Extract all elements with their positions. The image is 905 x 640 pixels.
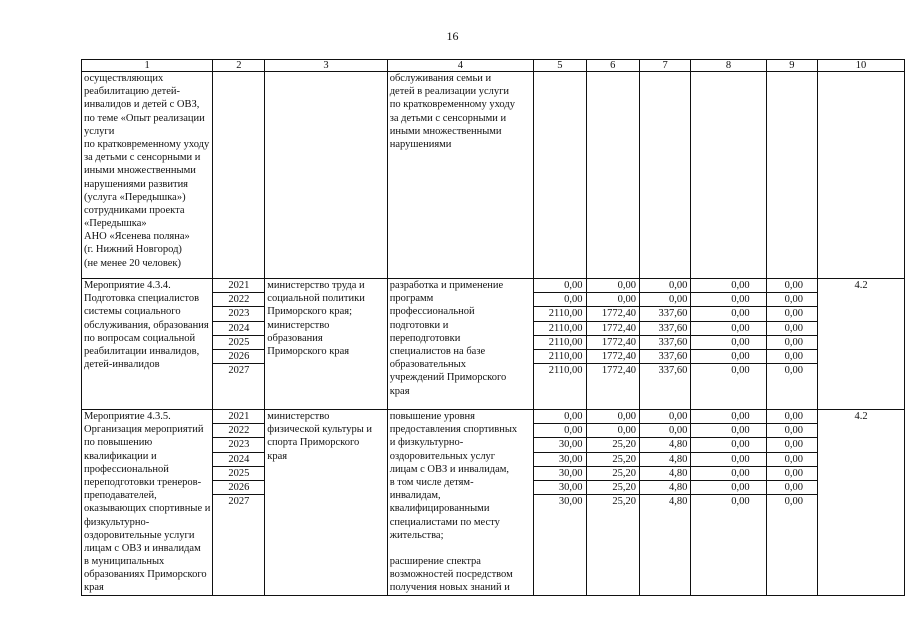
- federal-budget-value: 4,80: [640, 453, 690, 467]
- responsible-executor-line: социальной политики: [267, 293, 365, 305]
- activity-name-line: услуги: [84, 125, 115, 137]
- federal-budget-value: 0,00: [640, 279, 690, 293]
- local-budget-value: 0,00: [731, 496, 750, 508]
- other-sources-value: 0,00: [767, 350, 817, 364]
- regional-budget: [586, 410, 639, 596]
- other-sources-value: 0,00: [767, 293, 817, 307]
- activity-name-line: Подготовка специалистов: [84, 293, 200, 305]
- year-value: 2023: [213, 307, 264, 321]
- column-header: 3: [265, 60, 387, 72]
- responsible-executor-line: Приморского края: [267, 345, 350, 357]
- responsible-executor: [265, 410, 387, 596]
- federal-budget: [640, 279, 691, 410]
- page-number: 16: [446, 29, 459, 43]
- header-row: [82, 60, 905, 72]
- expected-result-line: детей в реализации услуги: [389, 86, 510, 98]
- activity-name-line: детей-инвалидов: [84, 359, 160, 371]
- year-value: 2026: [213, 350, 264, 364]
- total-amount-value: 2110,00: [548, 365, 583, 377]
- total-amount-value: 2110,00: [534, 322, 585, 336]
- other-sources-value: 0,00: [767, 467, 817, 481]
- expected-result-line: возможностей посредством: [389, 569, 513, 581]
- expected-result-line: и физкультурно-: [389, 437, 464, 449]
- federal-budget-value: 4,80: [640, 467, 690, 481]
- activity-name-line: системы социального: [84, 306, 181, 318]
- total-amount-value: 30,00: [558, 496, 583, 508]
- expected-result-line: профессиональной: [389, 306, 475, 318]
- activity-name-line: оздоровительные услуги: [84, 529, 195, 541]
- other-sources-value: 0,00: [767, 410, 817, 424]
- expected-result-line: учреждений Приморского: [389, 372, 507, 384]
- activity-name-line: (услуга «Передышка»): [84, 191, 186, 203]
- activity-name-line: по кратковременному уходу: [84, 138, 210, 150]
- activity-name-line: иными множественными: [84, 165, 196, 177]
- indicator-link: 4.2: [818, 410, 905, 596]
- program-table: [81, 59, 905, 596]
- activity-name-line: инвалидов и детей с ОВЗ,: [84, 99, 200, 111]
- federal-budget: [640, 72, 691, 279]
- expected-result-line: инвалидам,: [389, 490, 441, 502]
- federal-budget-value: 337,60: [640, 307, 690, 321]
- year-value: 2027: [228, 496, 250, 508]
- expected-result-line: получения новых знаний и: [389, 582, 510, 594]
- expected-result-line: квалифицированными: [389, 503, 490, 515]
- regional-budget-value: 25,20: [612, 496, 636, 508]
- regional-budget-value: 1772,40: [587, 350, 639, 364]
- local-budget-value: 0,00: [691, 424, 765, 438]
- year-value: 2024: [213, 453, 264, 467]
- activity-name-line: АНО «Ясенева поляна»: [84, 231, 190, 243]
- year-value: 2027: [228, 365, 250, 377]
- total-amount: [534, 410, 586, 596]
- other-sources-value: 0,00: [767, 279, 817, 293]
- activity-name-line: образованиях Приморского: [84, 569, 207, 581]
- column-header: 8: [691, 60, 766, 72]
- other-sources-value: 0,00: [767, 424, 817, 438]
- local-budget-value: 0,00: [691, 438, 765, 452]
- local-budget-value: 0,00: [691, 350, 765, 364]
- expected-result-line: по кратковременному уходу: [389, 99, 515, 111]
- other-sources-value: 0,00: [767, 336, 817, 350]
- expected-result-line: расширение спектра: [389, 556, 481, 568]
- column-header: 7: [640, 60, 691, 72]
- local-budget-value: 0,00: [691, 279, 765, 293]
- activity-name-line: реабилитации инвалидов,: [84, 345, 200, 357]
- table-row: [82, 410, 905, 596]
- table-row: [82, 72, 905, 279]
- year-value: 2022: [213, 424, 264, 438]
- column-header: 2: [213, 60, 265, 72]
- total-amount-value: 2110,00: [534, 307, 585, 321]
- activity-name-line: преподавателей,: [84, 490, 157, 502]
- expected-result: [387, 72, 533, 279]
- indicator-link: [818, 72, 905, 279]
- regional-budget: [586, 279, 639, 410]
- regional-budget-value: 1772,40: [587, 322, 639, 336]
- responsible-executor: [265, 279, 387, 410]
- total-amount-value: 30,00: [534, 453, 585, 467]
- responsible-executor-line: министерство: [267, 411, 330, 422]
- year-value: 2021: [213, 279, 264, 293]
- activity-name-line: Мероприятие 4.3.4.: [84, 280, 171, 291]
- total-amount: [534, 72, 586, 279]
- activity-name: [82, 279, 213, 410]
- activity-name-line: реабилитацию детей-: [84, 86, 180, 98]
- column-header: 10: [818, 60, 905, 72]
- expected-result-line: иными множественными: [389, 125, 502, 137]
- expected-result-line: за детьми с сенсорными и: [389, 112, 507, 124]
- local-budget-value: 0,00: [691, 307, 765, 321]
- local-budget: [691, 410, 766, 596]
- activity-name-line: по теме «Опыт реализации: [84, 112, 205, 124]
- total-amount-value: 30,00: [534, 481, 585, 495]
- year: [213, 279, 265, 410]
- expected-result-line: лицам с ОВЗ и инвалидам,: [389, 463, 510, 475]
- column-header: 5: [534, 60, 586, 72]
- responsible-executor-line: министерство труда и: [267, 280, 365, 291]
- regional-budget-value: 0,00: [587, 410, 639, 424]
- activity-name-line: в муниципальных: [84, 556, 165, 568]
- local-budget-value: 0,00: [691, 481, 765, 495]
- year-value: 2026: [213, 481, 264, 495]
- total-amount-value: 0,00: [534, 424, 585, 438]
- other-sources-value: 0,00: [767, 481, 817, 495]
- activity-name-line: обслуживания, образования: [84, 319, 209, 331]
- year: [213, 410, 265, 596]
- regional-budget: [586, 72, 639, 279]
- regional-budget-value: 25,20: [587, 467, 639, 481]
- year-value: 2025: [213, 336, 264, 350]
- federal-budget-value: 337,60: [658, 365, 688, 377]
- year-value: 2025: [213, 467, 264, 481]
- local-budget-value: 0,00: [691, 453, 765, 467]
- activity-name-line: квалификации и: [84, 450, 157, 462]
- column-header: 9: [766, 60, 817, 72]
- local-budget-value: 0,00: [691, 293, 765, 307]
- total-amount-value: 2110,00: [534, 350, 585, 364]
- federal-budget-value: 0,00: [640, 410, 690, 424]
- activity-name-line: по повышению: [84, 437, 153, 449]
- federal-budget-value: 4,80: [640, 481, 690, 495]
- regional-budget-value: 25,20: [587, 481, 639, 495]
- local-budget-value: 0,00: [691, 322, 765, 336]
- federal-budget-value: 0,00: [640, 293, 690, 307]
- expected-result-line: образовательных: [389, 359, 466, 371]
- total-amount-value: 30,00: [534, 467, 585, 481]
- year-value: 2022: [213, 293, 264, 307]
- column-header: 1: [82, 60, 213, 72]
- activity-name-line: Мероприятие 4.3.5.: [84, 411, 171, 422]
- other-sources-value: 0,00: [784, 365, 803, 377]
- activity-name-line: переподготовки тренеров-: [84, 476, 202, 488]
- regional-budget-value: 1772,40: [587, 336, 639, 350]
- regional-budget-value: 25,20: [587, 453, 639, 467]
- federal-budget-value: 337,60: [640, 336, 690, 350]
- other-sources-value: 0,00: [767, 307, 817, 321]
- activity-name-line: лицам с ОВЗ и инвалидам: [84, 542, 201, 554]
- activity-name-line: осуществляющих: [84, 73, 164, 84]
- expected-result-line: предоставления спортивных: [389, 424, 518, 436]
- other-sources: [766, 410, 817, 596]
- regional-budget-value: 1772,40: [601, 365, 636, 377]
- federal-budget-value: 337,60: [640, 350, 690, 364]
- regional-budget-value: 25,20: [587, 438, 639, 452]
- expected-result-line: края: [389, 385, 410, 397]
- expected-result-line: разработка и применение: [389, 280, 504, 291]
- responsible-executor-line: Приморского края;: [267, 306, 353, 318]
- year-value: 2021: [213, 410, 264, 424]
- expected-result-line: в том числе детям-: [389, 476, 474, 488]
- total-amount-value: 2110,00: [534, 336, 585, 350]
- local-budget-value: 0,00: [691, 410, 765, 424]
- year-value: 2024: [213, 322, 264, 336]
- local-budget-value: 0,00: [691, 336, 765, 350]
- responsible-executor: [265, 72, 387, 279]
- other-sources-value: 0,00: [767, 438, 817, 452]
- activity-name-line: «Передышка»: [84, 218, 147, 230]
- activity-name-line: края: [84, 582, 104, 594]
- other-sources-value: 0,00: [767, 322, 817, 336]
- responsible-executor-line: министерство: [267, 319, 330, 331]
- regional-budget-value: 0,00: [587, 293, 639, 307]
- other-sources: [766, 279, 817, 410]
- regional-budget-value: 1772,40: [587, 307, 639, 321]
- activity-name-line: Организация мероприятий: [84, 424, 204, 436]
- activity-name-line: нарушениями развития: [84, 178, 189, 190]
- other-sources-value: 0,00: [784, 496, 803, 508]
- expected-result-line: повышение уровня: [389, 411, 476, 422]
- activity-name-line: сотрудниками проекта: [84, 204, 185, 216]
- federal-budget-value: 4,80: [668, 496, 688, 508]
- federal-budget-value: 0,00: [640, 424, 690, 438]
- expected-result-line: обслуживания семьи и: [389, 73, 492, 84]
- local-budget-value: 0,00: [731, 365, 750, 377]
- activity-name-line: (не менее 20 человек): [84, 257, 181, 269]
- regional-budget-value: 0,00: [587, 424, 639, 438]
- year-value: 2023: [213, 438, 264, 452]
- local-budget-value: 0,00: [691, 467, 765, 481]
- year: [213, 72, 265, 279]
- expected-result-line: жительства;: [389, 529, 444, 541]
- activity-name: [82, 72, 213, 279]
- activity-name-line: за детьми с сенсорными и: [84, 152, 201, 164]
- expected-result: [387, 279, 533, 410]
- expected-result-line: специалистов на базе: [389, 345, 486, 357]
- activity-name-line: оказывающих спортивные и: [84, 503, 211, 515]
- activity-name: [82, 410, 213, 596]
- other-sources: [766, 72, 817, 279]
- expected-result-line: переподготовки: [389, 332, 461, 344]
- table-row: [82, 279, 905, 410]
- local-budget: [691, 279, 766, 410]
- responsible-executor-line: физической культуры и: [267, 424, 373, 436]
- regional-budget-value: 0,00: [587, 279, 639, 293]
- total-amount-value: 30,00: [534, 438, 585, 452]
- local-budget: [691, 72, 766, 279]
- expected-result: [387, 410, 533, 596]
- expected-result-line: [390, 542, 531, 555]
- federal-budget-value: 337,60: [640, 322, 690, 336]
- expected-result-line: нарушениями: [389, 138, 452, 150]
- total-amount-value: 0,00: [534, 293, 585, 307]
- activity-name-line: профессиональной: [84, 463, 169, 475]
- federal-budget-value: 4,80: [640, 438, 690, 452]
- activity-name-line: (г. Нижний Новгород): [84, 244, 182, 256]
- responsible-executor-line: образования: [267, 332, 323, 344]
- other-sources-value: 0,00: [767, 453, 817, 467]
- federal-budget: [640, 410, 691, 596]
- expected-result-line: специалистами по месту: [389, 516, 500, 528]
- column-header: 6: [586, 60, 639, 72]
- indicator-link: 4.2: [818, 279, 905, 410]
- responsible-executor-line: края: [267, 450, 288, 462]
- total-amount-value: 0,00: [534, 410, 585, 424]
- activity-name-line: физкультурно-: [84, 516, 150, 528]
- expected-result-line: оздоровительных услуг: [389, 450, 496, 462]
- expected-result-line: подготовки и: [389, 319, 449, 331]
- activity-name-line: по вопросам социальной: [84, 332, 196, 344]
- total-amount: [534, 279, 586, 410]
- expected-result-line: программ: [389, 293, 434, 305]
- responsible-executor-line: спорта Приморского: [267, 437, 360, 449]
- column-header: 4: [387, 60, 533, 72]
- total-amount-value: 0,00: [534, 279, 585, 293]
